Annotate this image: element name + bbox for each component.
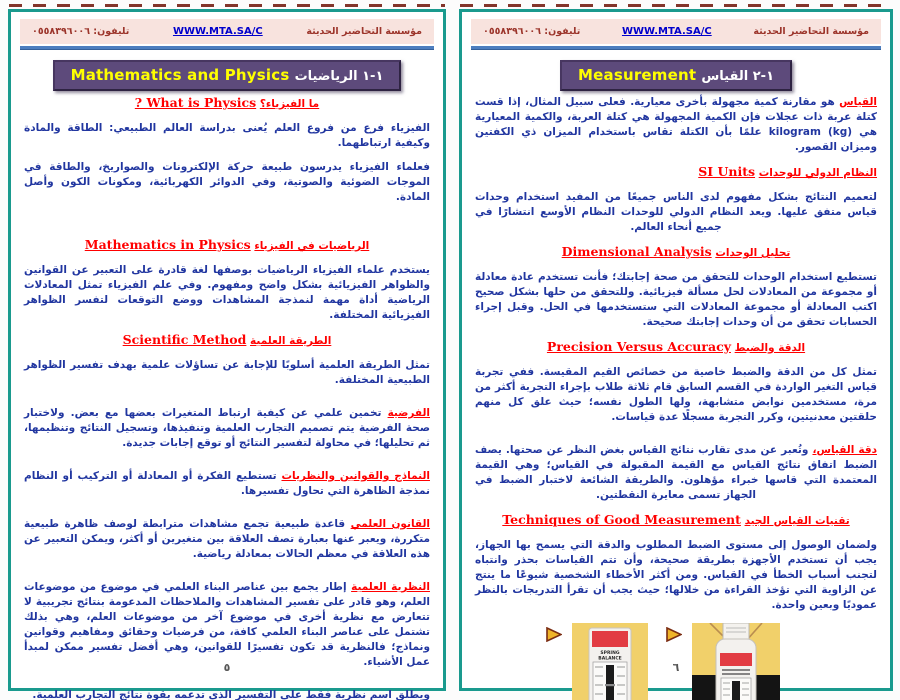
heading-math-in-physics: الرياضيات في الفيزياء Mathematics in Physics [84, 237, 370, 252]
page-body [11, 95, 443, 700]
paragraph-hypothesis: الفرضية تخمين علمي عن كيفية ارتباط المتغيرات بعضها مع بعض. ولاختبار صحة الفرضية يتم تصميم التجارب العلمية وتنفيذها، وتسجيل النتائج وتنظيمها، ثم تحليلها؛ في محاولة لتفسير النتائج أو توقع إجابات جديدة. [24, 407, 430, 449]
term-scientific-theory: النظرية العلمية [351, 581, 430, 593]
page-number: ٥ [223, 661, 231, 674]
heading-what-is-physics: ما الفيزياء؟ What is Physics ? [134, 95, 320, 110]
org-name: مؤسسة التحاضير الحديثة [306, 26, 422, 37]
paragraph: لتعميم النتائج بشكل مفهوم لدى الناس جميعًا من المفيد استخدام وحدات قياس متفق عليها. ويعد النظام الدولي للوحدات النظام الأوسع انتشارًا في جميع أنحاء العالم. [475, 191, 877, 233]
balance-label-line2: BALANCE [598, 656, 622, 662]
paragraph: يستخدم علماء الفيزياء الرياضيات بوصفها لغة قادرة على التعبير عن القوانين والظواهر الفيزيائية بشكل واضح ومفهوم. وفي علم الفيزياء تمثل المعادلات الرياضية أداة مهمة لنمذجة المشاهدات ووضع التوقعات لتفسر الظواهر الفيزيائية المختلفة. [24, 264, 430, 321]
paragraph: تستطيع استخدام الوحدات للتحقق من صحة إجابتك؛ فأنت تستخدم عادة معادلة أو مجموعة من المعادلات لحل مسألة فيزيائية. وللتحقق من حلها بشكل صحيح اكتب المعادلة أو مجموعة المعادلات التي ستستخدمها في الحل. وقبل إجراء الحسابات تحقق من أن وحدات إجابتك صحيحة. [475, 271, 877, 328]
paragraph-scientific-theory: النظرية العلمية إطار يجمع بين عناصر البناء العلمي في موضوع من موضوعات العلم، وهو قادر على تفسير المشاهدات والملاحظات المدعومة بنتائج تجريبية لا تتعارض مع نظرية أخرى في موضوع آخر من موضوعات العلم، وهي بذلك تشتمل على عناصر البناء العلمي كافة، من فرضيات وحقائق ومفاهيم وقوانين ونماذج؛ فالنظرية قد تكون تفسيرًا للقوانين، وهي أفضل تفسير ممكن لمبدأ عمل الأشياء. [24, 581, 430, 668]
figure-marker-icon [666, 627, 682, 647]
term-measurement-accuracy: دقة القياس، [812, 444, 877, 456]
phone-number: تليفون: ٠٥٥٨٣٩٦٠٠٦ [483, 26, 581, 37]
header-divider [471, 46, 881, 50]
header-divider [20, 46, 434, 50]
paragraph-models-laws: النماذج والقوانين والنظريات تستطيع الفكرة أو المعادلة أو التركيب أو النظام نمذجة الظاهرة التي تحاول تفسيرها. [24, 470, 430, 497]
page-6 [459, 9, 893, 691]
figure-marker-icon [546, 627, 562, 647]
website-link[interactable]: WWW.MTA.SA/C [621, 26, 712, 37]
paragraph: فعلماء الفيزياء يدرسون طبيعة حركة الإلكترونات والصواريخ، والطاقة في الموجات الضوئية والصوتية، وفي الدوائر الكهربائية، ومكونات الكون وأصل المادة. [24, 161, 430, 203]
balance-label-line1: SPRING [600, 651, 620, 656]
heading-precision-accuracy: الدقة والضبط Precision Versus Accuracy [546, 339, 806, 354]
paragraph: تمثل كل من الدقة والضبط خاصية من خصائص القيم المقيسة. ففي تجربة قياس التغير الواردة في القسم السابق قام ثلاثة طلاب بإجراء التجربة أكثر من مرة، مستخدمين نوابض متشابهة، ولها الطول نفسه؛ حيث علق كل منهم حلقتين معدنيتين، وكرر التجربة مسجلًا عدة قياسات. [475, 366, 877, 423]
term-hypothesis: الفرضية [387, 407, 430, 419]
page-header [471, 19, 881, 44]
paragraph: تمثل الطريقة العلمية أسلوبًا للإجابة عن تساؤلات علمية بهدف تفسير الظواهر الطبيعية المختلفة. [24, 359, 430, 386]
phone-number: تليفون: ٠٥٥٨٣٩٦٠٠٦ [32, 26, 130, 37]
heading-dimensional-analysis: تحليل الوحدات Dimensional Analysis [561, 244, 791, 259]
term-measurement: القياس [839, 96, 877, 108]
paragraph-scientific-law: القانون العلمي قاعدة طبيعية تجمع مشاهدات مترابطة لوصف ظاهرة طبيعية متكررة، ويعبر عنها بعبارة تصف العلاقة بين متغيرين أو أكثر، ويمكن التعبير عن هذه العلاقة في معظم الحالات بمعادلة رياضية. [24, 518, 431, 560]
term-scientific-law: القانون العلمي [350, 518, 431, 530]
section-title-box [560, 60, 792, 91]
paragraph: ولضمان الوصول إلى مستوى الضبط المطلوب والدقة التي يسمح بها الجهاز، يجب أن تستخدم الأجهزة بطريقة صحيحة، وأن تتم القياسات بحذر وانتباه لتجنب أسباب الخطأ في القياس. ومن أكثر الأخطاء الشخصية شيوعًا ما ينتج عن الزاوية التي تؤخذ القراءة من خلالها؛ حيث يجب أن تقرأ التدريجات بالنظر عموديًا وبعين واحدة. [475, 539, 877, 611]
paragraph-measurement: القياس هو مقارنة كمية مجهولة بأخرى معيارية. فعلى سبيل المثال، إذا قست كتلة عربة ذات عجلات فإن الكمية المجهولة هي كتلة العربة، والكمية المعيارية هي kilogram (kg) علمًا بأن الكتلة تقاس باستخدام الميزان ذي الكفتين وميزان القصور. [475, 96, 877, 153]
section-title-arabic: ١-١ الرياضيات [294, 69, 384, 84]
paragraph-accuracy: دقة القياس، وتُعبر عن مدى تقارب نتائج القياس بغض النظر عن صحتها. يصف الضبط اتفاق نتائج القياس مع القيمة المقبولة في القياس؛ وهي القيمة المعتمدة التي قاسها خبراء مؤهلون. والطريقة الشائعة لاختبار الضبط في الجهاز تسمى معايرة النقطتين. [475, 444, 877, 501]
heading-si-units: النظام الدولي للوحدات SI Units [698, 164, 877, 179]
section-title-english: Measurement [578, 66, 697, 84]
section-title-arabic: ١-٢ القياس [701, 69, 774, 84]
heading-scientific-method: الطريقة العلمية Scientific Method [122, 332, 332, 347]
section-title-english: Mathematics and Physics [70, 66, 290, 84]
paragraph: الفيزياء فرع من فروع العلم يُعنى بدراسة العالم الطبيعي: الطاقة والمادة وكيفية ارتباطهما. [24, 122, 430, 149]
heading-good-measurement: تقنيات القياس الجيد Techniques of Good Measurement [502, 512, 850, 527]
page-header [20, 19, 434, 44]
website-link[interactable]: WWW.MTA.SA/C [172, 26, 263, 37]
page-5 [8, 9, 446, 700]
term-models-laws-theories: النماذج والقوانين والنظريات [281, 470, 430, 482]
org-name: مؤسسة التحاضير الحديثة [753, 26, 869, 37]
paragraph-closing: ويطلق اسم نظرية فقط على التفسير الذي تدعمه بقوة نتائج التجارب العلمية. [32, 689, 430, 700]
page-body [462, 95, 890, 700]
section-title-box [53, 60, 402, 91]
page-number: ٦ [672, 661, 680, 674]
